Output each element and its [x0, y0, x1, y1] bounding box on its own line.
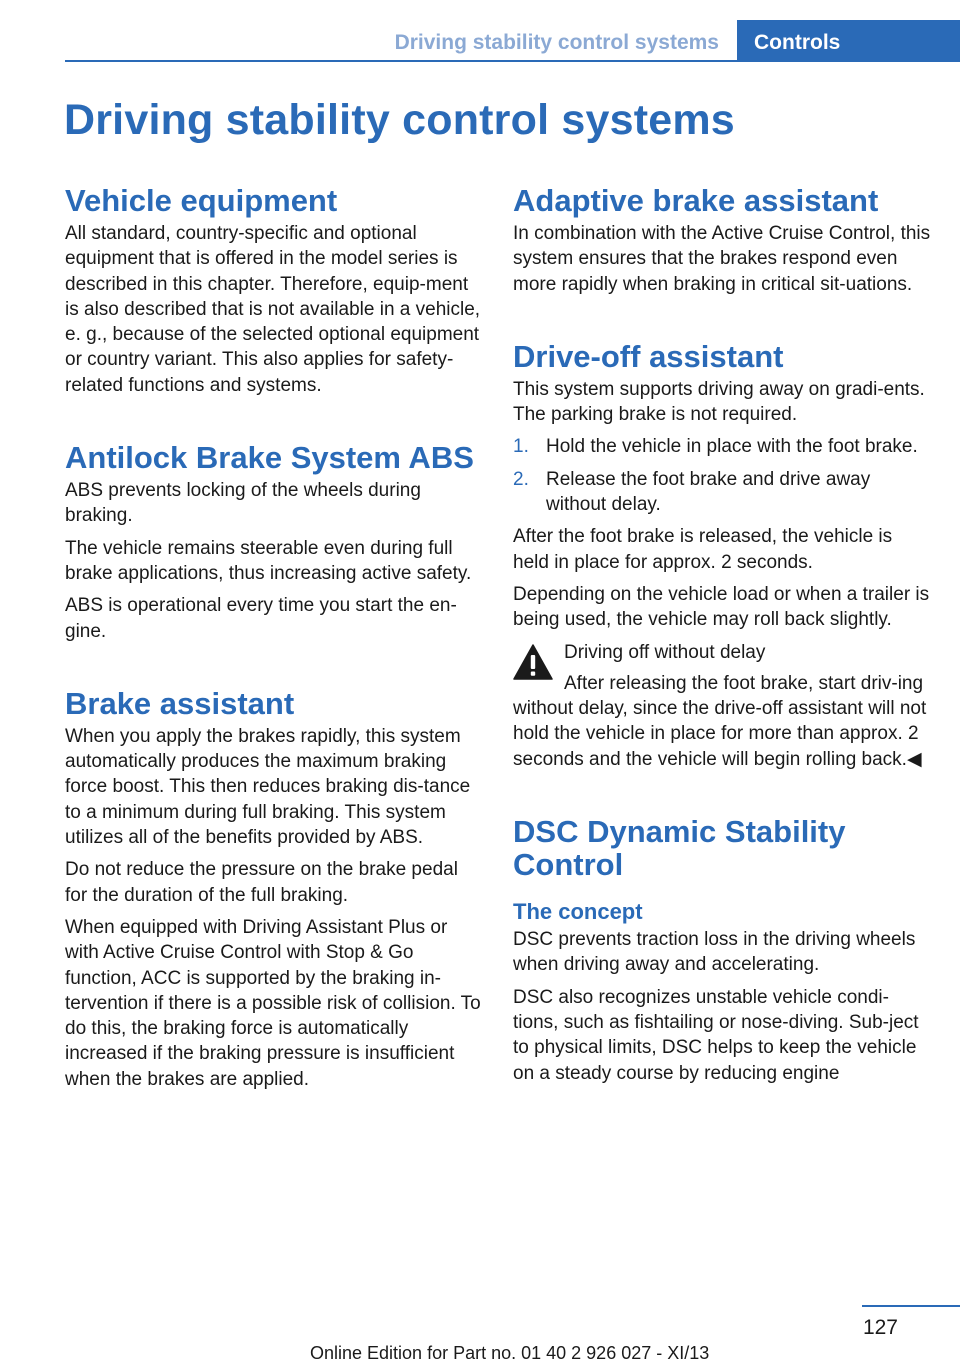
paragraph: ABS is operational every time you start the en-gine.: [65, 595, 457, 642]
paragraph: Depending on the vehicle load or when a trailer is being used, the vehicle may roll back slightly.: [513, 583, 930, 631]
header-chapter-tab: Controls: [737, 20, 960, 62]
list-item: [513, 434, 933, 459]
heading-adaptive-brake-assistant: Adaptive brake assistant: [513, 183, 879, 218]
paragraph: This system supports driving away on gradi-ents. The parking brake is not required.: [513, 378, 925, 426]
header-section-title: Driving stability control systems: [394, 31, 719, 54]
subheading-the-concept: The concept: [513, 899, 643, 925]
heading-vehicle-equipment: Vehicle equipment: [65, 183, 338, 218]
footer-rule: [862, 1305, 960, 1307]
warning-body: After releasing the foot brake, start driv-ing without delay, since the drive-off assistant will not hold the vehicle in place for more than approx. 2 seconds and the vehicle will begin rolling back.◀: [513, 672, 927, 770]
step-text: Release the foot brake and drive away without delay.: [546, 468, 871, 516]
edition-note: Online Edition for Part no. 01 40 2 926 027 - XI/13: [310, 1343, 710, 1362]
step-text: Hold the vehicle in place with the foot brake.: [546, 436, 918, 458]
page-number: 127: [862, 1316, 898, 1339]
heading-brake-assistant: Brake assistant: [65, 685, 295, 721]
heading-abs: Antilock Brake System ABS: [65, 440, 474, 476]
heading-dsc: DSC Dynamic Stability Control: [513, 814, 846, 883]
header-rule: [65, 60, 737, 62]
paragraph: When you apply the brakes rapidly, this system automatically produces the maximum braking force boost. This then reduces braking dis-tance to a minimum during full braking. This system utilizes all of the benefits provided by ABS.: [65, 725, 471, 849]
left-column: [65, 184, 485, 1099]
paragraph: Do not reduce the pressure on the brake pedal for the duration of the full braking.: [65, 859, 458, 906]
steps-list: [513, 434, 933, 517]
step-number: 1.: [513, 436, 529, 458]
paragraph: When equipped with Driving Assistant Plus or with Active Cruise Control with Stop & Go function, ACC is supported by the braking in-tervention if there is a possible risk of collision. To do this, the braking force is automatically increased if the braking pressure is insufficient when the brakes are applied.: [65, 916, 481, 1090]
warning-notice: [513, 640, 933, 772]
warning-triangle-icon: [513, 644, 553, 680]
right-column: [513, 184, 933, 1093]
paragraph: All standard, country-specific and optional equipment that is offered in the model series is described in this chapter. Therefore, equip-ment is also described that is not available in a vehicle, e. g., because of the selected optional equipment or country variant. This also applies for safety-related functions and systems.: [65, 223, 481, 396]
page-header: [0, 0, 960, 62]
list-item: [513, 467, 933, 518]
page-title: Driving stability control systems: [64, 96, 735, 144]
heading-drive-off-assistant: Drive-off assistant: [513, 338, 784, 374]
paragraph: DSC also recognizes unstable vehicle condi-tions, such as fishtailing or nose-diving. Sub-ject to physical limits, DSC helps to keep the vehicle on a steady course by reducing engine: [513, 986, 919, 1084]
paragraph: ABS prevents locking of the wheels during braking.: [65, 480, 421, 527]
step-number: 2.: [513, 468, 529, 490]
paragraph: After the foot brake is released, the vehicle is held in place for approx. 2 seconds.: [513, 526, 893, 573]
warning-title: Driving off without delay: [564, 641, 766, 663]
paragraph: DSC prevents traction loss in the driving wheels when driving away and accelerating.: [513, 929, 916, 976]
paragraph: The vehicle remains steerable even during full brake applications, thus increasing active safety.: [65, 537, 472, 584]
paragraph: In combination with the Active Cruise Control, this system ensures that the brakes respond even more rapidly when braking in critical sit-uations.: [513, 223, 931, 295]
